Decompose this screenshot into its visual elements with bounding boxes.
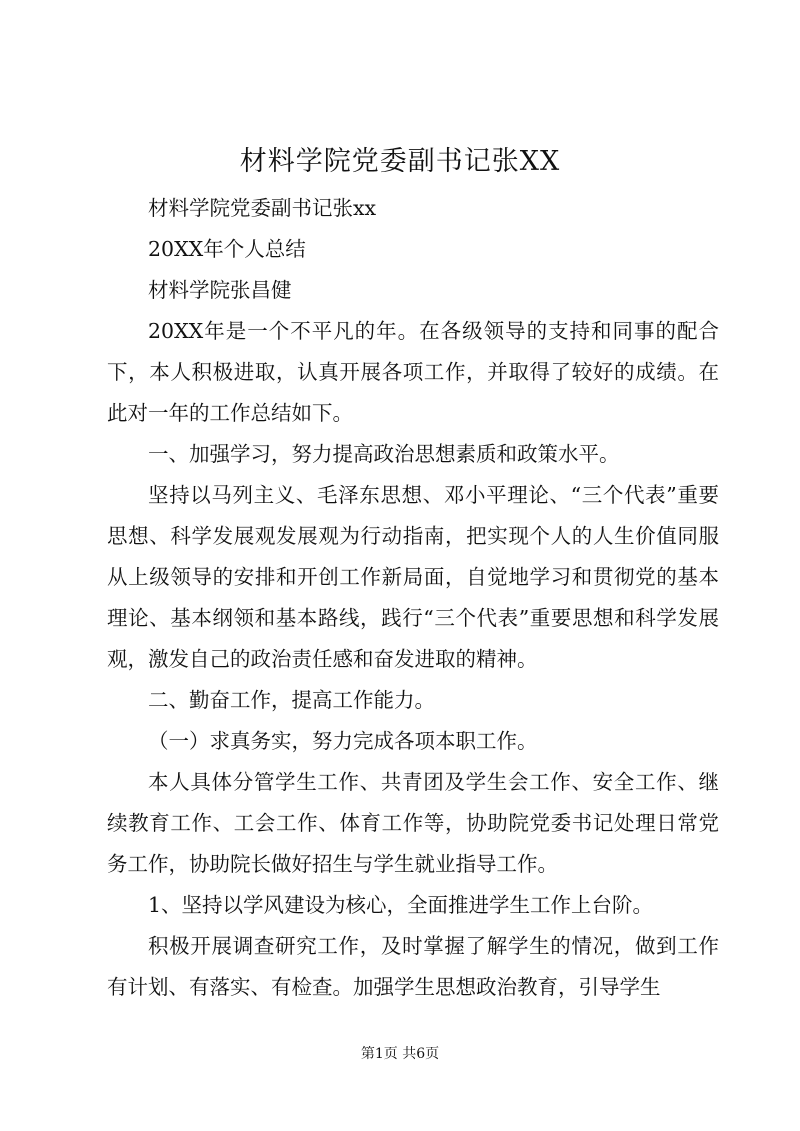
paragraph-study-style: 积极开展调查研究工作，及时掌握了解学生的情况，做到工作有计划、有落实、有检查。加强学生思想政治教育，引导学生 [107, 934, 719, 999]
paragraph-summary-year: 20XX年个人总结 [148, 237, 306, 261]
subsection-heading-duties: （一）求真务实，努力完成各项本职工作。 [148, 729, 538, 753]
document-body [107, 188, 719, 1008]
page-footer: 第1页 共6页 [360, 1046, 440, 1062]
section-heading-study: 一、加强学习，努力提高政治思想素质和政策水平。 [148, 442, 620, 466]
section-heading-work: 二、勤奋工作，提高工作能力。 [148, 688, 435, 712]
item-heading-study-style: 1、坚持以学风建设为核心，全面推进学生工作上台阶。 [148, 893, 654, 917]
paragraph-author-line: 材料学院党委副书记张xx [148, 196, 377, 220]
paragraph-intro: 20XX年是一个不平凡的年。在各级领导的支持和同事的配合下，本人积极进取，认真开展各项工作，并取得了较好的成绩。在此对一年的工作总结如下。 [107, 319, 719, 425]
paragraph-study: 坚持以马列主义、毛泽东思想、邓小平理论、“三个代表”重要思想、科学发展观发展观为行动指南，把实现个人的人生价值同服从上级领导的安排和开创工作新局面，自觉地学习和贯彻党的基本理论、基本纲领和基本路线，践行“三个代表”重要思想和科学发展观，激发自己的政治责任感和奋发进取的精神。 [107, 483, 719, 671]
paragraph-duties: 本人具体分管学生工作、共青团及学生会工作、安全工作、继续教育工作、工会工作、体育工作等，协助院党委书记处理日常党务工作，协助院长做好招生与学生就业指导工作。 [107, 770, 719, 876]
paragraph-department: 材料学院张昌健 [148, 278, 292, 302]
document-title: 材料学院党委副书记张XX [239, 146, 561, 177]
